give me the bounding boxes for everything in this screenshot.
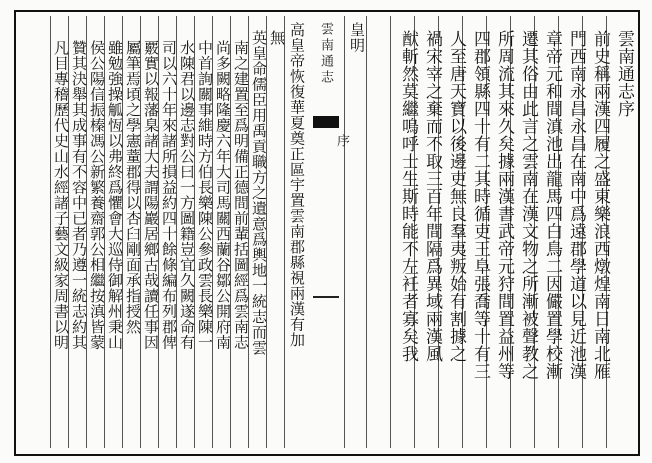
text-column: 遷其俗由此言之雲南在漢文物之所漸被聲教之 bbox=[518, 30, 538, 380]
text-column: 所周流其來久矣據兩漢書武帝元狩間置益州等 bbox=[494, 30, 514, 380]
text-column: 中首詢關事維時方伯長樂陳公參政雲長樂陳一 bbox=[196, 40, 214, 350]
text-column: 司以六十年來諸所損益約四十餘條編布列郡俾 bbox=[160, 40, 178, 350]
elevated-title-column: 皇明 bbox=[348, 22, 366, 53]
text-column: 無 bbox=[268, 30, 286, 46]
column-rule bbox=[344, 16, 345, 448]
column-rule bbox=[390, 16, 391, 448]
preface-heading: 雲南通志序 bbox=[614, 30, 634, 118]
text-column: 覈實以報藩臬諸大夫謂陽巖居鄉古哉讀任事因 bbox=[142, 40, 160, 350]
text-column: 屬筆焉頃之學憲蕫郡得以杏臼剛面承指授然 bbox=[124, 40, 142, 335]
text-column: 贊其決舉其成事有不容中已者乃遵一統志約其 bbox=[70, 40, 88, 350]
text-column: 前史稱兩漢四履之盛東樂浪西燉煌南日南北雁 bbox=[590, 30, 610, 380]
elevated-text-column: 英皇命儒臣用禹貢職方之遺意爲輿地一統志而雲 bbox=[250, 30, 268, 356]
gutter-book-title: 雲南通志 bbox=[318, 22, 333, 86]
text-column: 尚多闕略隆慶六年大司馬關西蘭谷鄒公開府南 bbox=[214, 40, 232, 350]
gutter-section-label: 序 bbox=[334, 134, 349, 150]
text-column: 雖勉強操觚恆以弗終爲懼會大巡侍御解州秉山 bbox=[106, 40, 124, 350]
text-column: 南之建置至爲明備正德間前輩括圖經爲雲南志 bbox=[232, 40, 250, 350]
text-column: 侯公陽信振榛馮公新繁養齋郭公相繼按滇皆蒙 bbox=[88, 40, 106, 350]
text-column: 章帝元和間滇池出龍馬四白鳥二因儼置學校漸 bbox=[542, 30, 562, 380]
text-column: 人至唐天寶以後邊吏無良羣夷叛始有割據之 bbox=[446, 30, 466, 363]
text-column: 門西南永昌永昌在南中爲遠郡學道以見近池漢 bbox=[566, 30, 586, 380]
text-column: 禍宋宰之棄而不取三百年間隔爲異域兩漢風 bbox=[422, 30, 442, 363]
fishtail-line bbox=[313, 296, 339, 298]
text-column: 四郡領縣四十有二其時循吏王阜張喬等十有三 bbox=[470, 30, 490, 380]
fishtail-mark bbox=[313, 116, 339, 128]
text-column: 猷斬然莫繼嗚呼士生斯時能不左衽者寡矣我 bbox=[398, 30, 418, 363]
text-column: 凡目專稽歷代史山水經諸子藝文級家周書以明 bbox=[52, 40, 70, 350]
text-column: 水陳君以邊志對公曰一方圖籍豈宜久闕遂命有 bbox=[178, 40, 196, 350]
elevated-text-column: 高皇帝恢復華夏奠正區宇置雲南郡縣視兩漢有加 bbox=[288, 22, 306, 348]
